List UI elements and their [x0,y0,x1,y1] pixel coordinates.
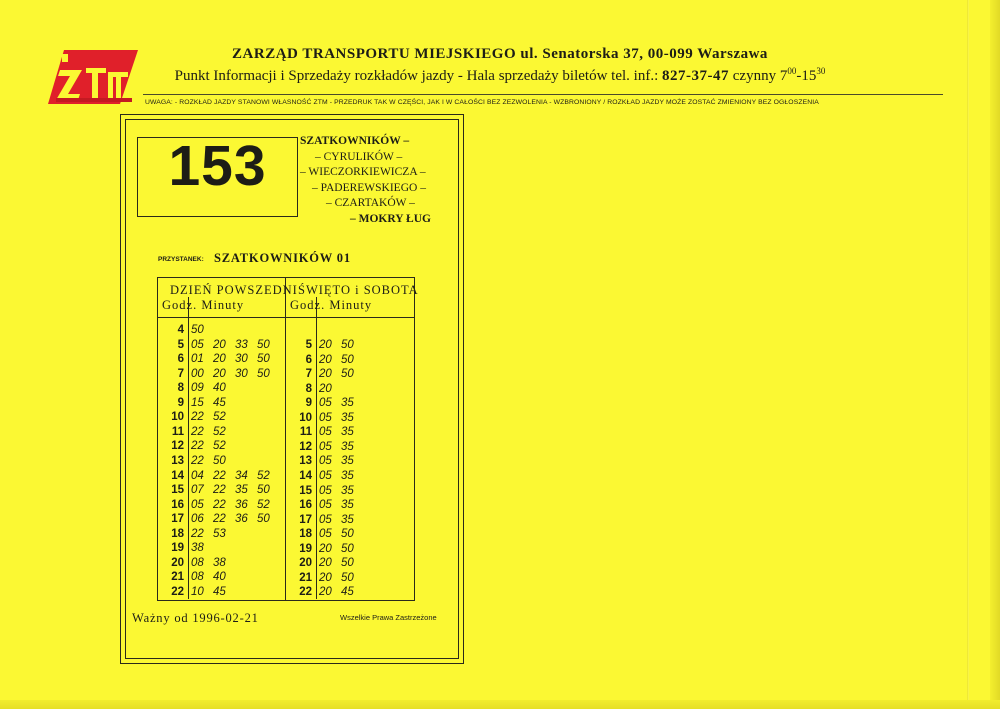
hour-cell: 20 [299,557,312,570]
timetable-row [286,585,354,600]
minutes-cell: 22 50 [191,454,226,467]
paper-edge-bottom [0,700,1000,709]
timetable-row [158,498,270,513]
minutes-cell: 20 45 [319,586,354,599]
timetable-row [286,425,354,440]
hour-cell: 11 [299,426,312,439]
minutes-cell: 38 [191,542,204,555]
timetable-row [286,396,354,411]
hour-cell: 12 [299,440,312,453]
hour-cell: 17 [299,513,312,526]
holiday-title: ŚWIĘTO i SOBOTA [298,283,419,297]
timetable-row [286,498,354,513]
minutes-cell: 15 45 [191,396,226,409]
timetable-row [286,542,354,557]
minutes-cell: 01 20 30 50 [191,353,270,366]
minutes-cell: 04 22 34 52 [191,469,270,482]
timetable-row [158,352,270,367]
minutes-cell: 22 52 [191,425,226,438]
minutes-cell: 20 50 [319,542,354,555]
hour-cell: 6 [177,353,184,366]
minutes-cell: 22 53 [191,527,226,540]
route-stop: – CZARTAKÓW – [326,197,415,209]
hour-cell: 22 [171,585,184,598]
timetable-row [286,338,354,353]
minutes-cell: 05 35 [319,440,354,453]
minutes-cell: 22 52 [191,440,226,453]
copyright-notice: UWAGA: - ROZKŁAD JAZDY STANOWI WŁASNOŚĆ ZTM - PRZEDRUK TAK W CZĘŚCI, JAK I W CAŁOŚCI BEZ ZEZWOLENIA - WZBRONIONY / ROZKŁAD JAZDY MOŻE ZOSTAĆ ZMIENIONY BEZ OGŁOSZENIA [145,99,819,106]
minutes-cell: 20 50 [319,339,354,351]
timetable-row [158,338,270,353]
timetable-row [286,556,354,571]
hour-cell: 8 [177,382,184,395]
route-stop: – PADEREWSKIEGO – [312,181,426,194]
timetable-row [158,585,226,600]
minutes-cell: 20 50 [319,557,354,570]
hours-start: 7 [779,68,788,84]
timetable-row [158,410,226,425]
minutes-cell: 22 52 [191,411,226,424]
timetable-row [158,439,226,454]
hour-cell: 10 [171,411,184,424]
hour-cell: 11 [171,425,184,438]
minutes-cell: 20 50 [319,353,354,366]
hour-cell: 14 [171,469,184,482]
timetable-row [158,469,270,484]
timetable-row [286,484,354,499]
info-header [0,66,1000,85]
route-stop: – WIECZORKIEWICZA – [300,166,426,178]
hour-cell: 7 [177,367,184,380]
timetable-row [158,454,226,469]
timetable-row [286,367,354,382]
timetable-row [158,323,204,338]
timetable-row [286,469,354,484]
minutes-cell: 08 40 [191,571,226,584]
minutes-cell: 50 [191,324,204,336]
hour-cell: 13 [171,454,184,467]
timetable-row [158,527,226,542]
hour-cell: 10 [299,411,312,424]
timetable-row [158,396,226,411]
hour-cell: 9 [177,396,184,409]
hours-end-sup: 30 [816,66,826,76]
minutes-cell: 05 35 [319,469,354,482]
minutes-cell: 05 20 33 50 [191,338,270,351]
rights-reserved: Wszelkie Prawa Zastrzeżone [340,613,437,622]
timetable-row [286,571,354,586]
minutes-cell: 20 50 [319,368,354,381]
timetable-row [286,527,354,542]
hour-cell: 7 [305,368,312,381]
hour-cell: 12 [171,440,184,453]
hour-cell: 5 [305,339,312,351]
phone-number: 827-37-47 [662,68,729,84]
hour-cell: 15 [171,484,184,497]
hour-cell: 9 [305,397,312,410]
holiday-subhead: Godz. Minuty [290,298,373,312]
hours-start-sup: 00 [787,66,797,76]
minutes-cell: 00 20 30 50 [191,367,270,380]
line-number: 153 [168,134,267,198]
hour-cell: 19 [171,542,184,555]
route-stop: SZATKOWNIKÓW – [300,135,410,147]
minutes-cell: 05 35 [319,499,354,512]
minutes-cell: 05 35 [319,426,354,439]
hour-cell: 8 [305,382,312,395]
minutes-cell: 06 22 36 50 [191,513,270,526]
minutes-cell: 20 [319,382,332,395]
hour-cell: 19 [299,542,312,555]
timetable-row [286,513,354,528]
timetable-row [158,512,270,527]
minutes-cell: 10 45 [191,585,226,598]
weekday-subhead: Godz. Minuty [162,298,245,312]
org-header [0,46,1000,63]
timetable-row [286,382,332,397]
minutes-cell: 05 35 [319,484,354,497]
paper-fold [967,0,969,709]
timetable-row [286,411,354,426]
hour-cell: 21 [299,571,312,584]
hour-cell: 17 [171,513,184,526]
minutes-cell: 07 22 35 50 [191,484,270,497]
route-stop: – MOKRY ŁUG [350,212,431,225]
minutes-cell: 20 50 [319,571,354,584]
timetable-row [286,353,354,368]
minutes-cell: 09 40 [191,382,226,395]
timetable-row [158,570,226,585]
valid-from: Ważny od 1996-02-21 [132,611,259,625]
minutes-cell: 05 22 36 52 [191,498,270,511]
timetable-row [158,381,226,396]
timetable-row [158,556,226,571]
hour-cell: 18 [299,528,312,541]
minutes-cell: 05 50 [319,528,354,541]
timetable-row [158,425,226,440]
minutes-cell: 05 35 [319,455,354,468]
hour-cell: 18 [171,527,184,540]
stop-label: PRZYSTANEK: [158,256,204,263]
header-divider [143,94,943,95]
hours-word: czynny [732,68,777,84]
hour-cell: 20 [171,556,184,569]
timetable-row [286,454,354,469]
minutes-cell: 08 38 [191,556,226,569]
info-prefix: Punkt Informacji i Sprzedaży rozkładów jazdy - Hala sprzedaży biletów tel. inf.: [174,68,659,84]
hour-cell: 21 [171,571,184,584]
hour-cell: 5 [177,338,184,351]
hour-cell: 6 [305,353,312,366]
timetable-row [286,440,354,455]
minutes-cell: 05 35 [319,411,354,424]
timetable-row [158,483,270,498]
minutes-cell: 05 35 [319,513,354,526]
hour-cell: 15 [299,484,312,497]
timetable-row [158,367,270,382]
hour-cell: 16 [299,499,312,512]
route-list [300,134,460,227]
hours-end: -15 [796,68,817,84]
org-line: ZARZĄD TRANSPORTU MIEJSKIEGO ul. Senatorska 37, 00-099 Warszawa [232,46,768,62]
hour-cell: 13 [299,455,312,468]
paper-edge-right [990,0,1000,709]
stop-name: SZATKOWNIKÓW 01 [214,251,351,265]
weekday-title: DZIEŃ POWSZEDNI [170,283,298,297]
hour-cell: 14 [299,469,312,482]
hour-cell: 22 [299,586,312,599]
hour-cell: 4 [177,324,184,336]
hour-cell: 16 [171,498,184,511]
timetable-row [158,541,204,556]
minutes-cell: 05 35 [319,397,354,410]
route-stop: – CYRULIKÓW – [315,150,403,163]
